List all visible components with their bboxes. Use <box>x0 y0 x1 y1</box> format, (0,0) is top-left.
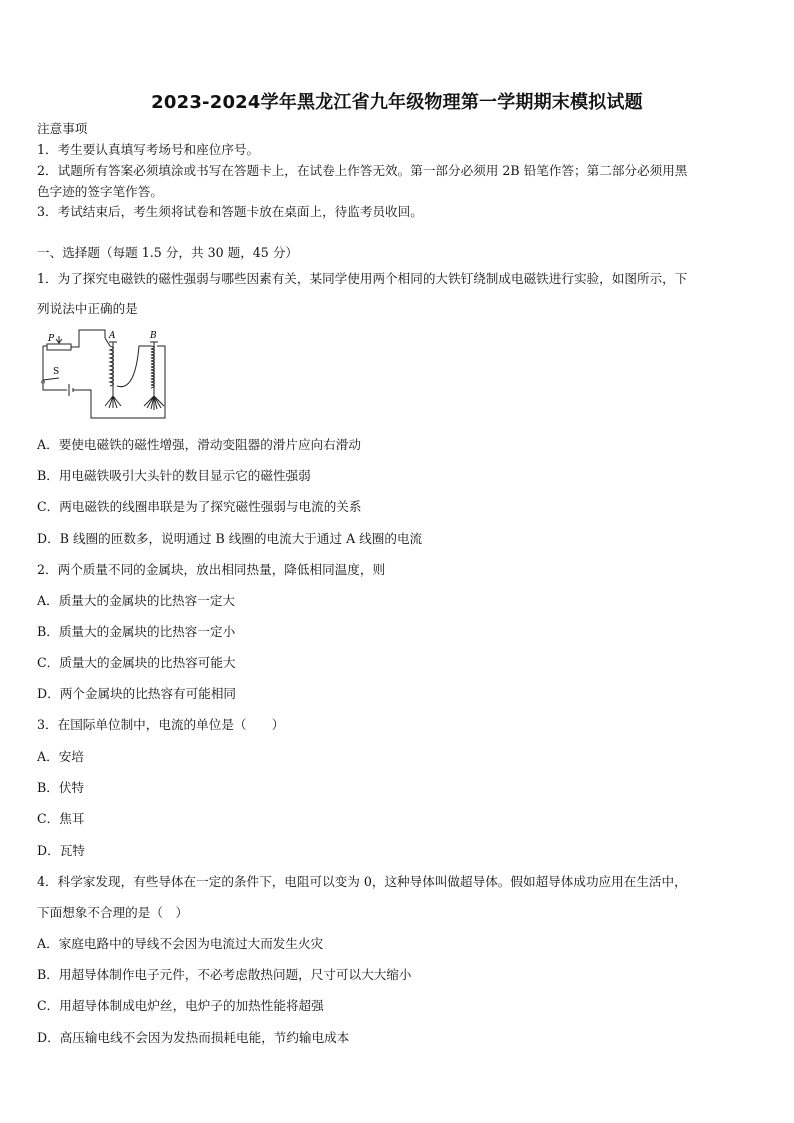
question-1-option: B．用电磁铁吸引大头针的数目显示它的磁性强弱 <box>37 468 311 483</box>
notes-heading: 注意事项 <box>37 121 88 136</box>
question-3-stem: 3．在国际单位制中，电流的单位是（ ） <box>37 717 285 732</box>
question-2-option: B．质量大的金属块的比热容一定小 <box>37 624 236 639</box>
question-4-option: C．用超导体制成电炉丝，电炉子的加热性能将超强 <box>37 998 324 1013</box>
question-4-stem: 4．科学家发现，有些导体在一定的条件下，电阻可以变为 0，这种导体叫做超导体。假如超导体成功应用在生活中， <box>37 874 687 889</box>
question-2-stem: 2．两个质量不同的金属块，放出相同热量，降低相同温度，则 <box>37 562 386 577</box>
electromagnet-circuit-diagram <box>35 326 175 426</box>
question-1-stem: 1．为了探究电磁铁的磁性强弱与哪些因素有关，某同学使用两个相同的大铁钉绕制成电磁铁进行实验，如图所示，下 <box>37 271 688 286</box>
question-1-option: A．要使电磁铁的磁性增强，滑动变阻器的滑片应向右滑动 <box>37 437 361 452</box>
question-1-stem: 列说法中正确的是 <box>37 301 138 316</box>
question-4-option: A．家庭电路中的导线不会因为电流过大而发生火灾 <box>37 936 324 951</box>
question-2-option: D．两个金属块的比热容有可能相同 <box>37 686 237 701</box>
note-item: 色字迹的签字笔作答。 <box>37 184 163 199</box>
question-2-option: C．质量大的金属块的比热容可能大 <box>37 655 236 670</box>
question-3-option: D．瓦特 <box>37 843 85 858</box>
note-item: 3．考试结束后，考生须将试卷和答题卡放在桌面上，待监考员收回。 <box>37 204 423 219</box>
label-s: S <box>53 367 60 377</box>
note-item: 1．考生要认真填写考场号和座位序号。 <box>37 142 260 157</box>
question-1-option: C．两电磁铁的线圈串联是为了探究磁性强弱与电流的关系 <box>37 499 362 514</box>
question-3-option: A．安培 <box>37 749 84 764</box>
question-4-stem: 下面想象不合理的是（ ） <box>37 905 189 920</box>
section-heading: 一、选择题（每题 1.5 分，共 30 题，45 分） <box>37 245 299 260</box>
exam-title: 2023-2024学年黑龙江省九年级物理第一学期期末模拟试题 <box>151 92 643 113</box>
label-b: B <box>150 331 157 341</box>
label-a: A <box>109 331 116 341</box>
question-4-option: B．用超导体制作电子元件，不必考虑散热问题，尺寸可以大大缩小 <box>37 967 412 982</box>
question-3-option: B．伏特 <box>37 780 85 795</box>
question-4-option: D．高压输电线不会因为发热而损耗电能，节约输电成本 <box>37 1030 350 1045</box>
note-item: 2．试题所有答案必须填涂或书写在答题卡上，在试卷上作答无效。第一部分必须用 2B 铅笔作答；第二部分必须用黑 <box>37 163 688 178</box>
question-2-option: A．质量大的金属块的比热容一定大 <box>37 593 236 608</box>
question-3-option: C．焦耳 <box>37 811 85 826</box>
label-p: P <box>48 334 55 344</box>
question-1-option: D．B 线圈的匝数多，说明通过 B 线圈的电流大于通过 A 线圈的电流 <box>37 531 423 546</box>
